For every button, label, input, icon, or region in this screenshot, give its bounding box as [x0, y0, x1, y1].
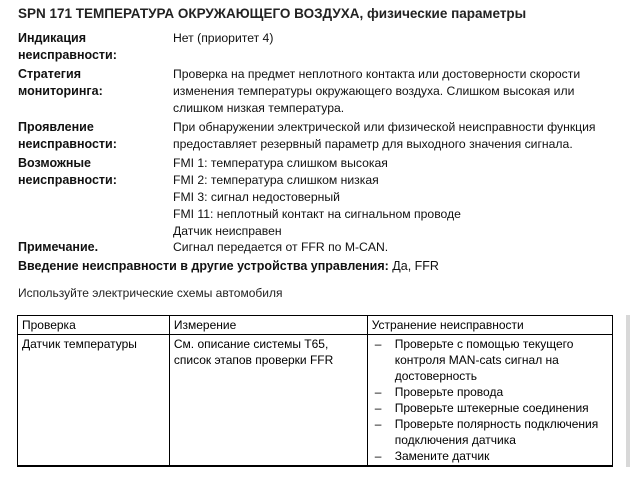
property-value: При обнаружении электрической или физической неисправности функция предоставляет резервный параметр для выходного значения сигнала.: [173, 120, 596, 151]
property-value: Проверка на предмет неплотного контакта или достоверности скорости изменения температуры окружающего воздуха. Слишком высокая или слишком низкая температура.: [173, 67, 581, 115]
table-header-row: [18, 316, 613, 335]
property-label: Индикация неисправности:: [18, 31, 117, 62]
dash-bullet: –: [374, 401, 382, 415]
troubleshooting-table: [17, 315, 613, 467]
list-item: – Замените датчик: [374, 449, 490, 463]
list-item: – Проверьте полярность подключения подключения датчика: [374, 417, 599, 447]
property-value: Сигнал передается от FFR по M-CAN.: [173, 240, 389, 254]
table-row: [18, 335, 613, 467]
vertical-scrollbar[interactable]: [626, 315, 630, 467]
property-label: Примечание.: [18, 240, 99, 254]
column-header-measurement: Измерение: [169, 316, 367, 335]
property-value: Нет (приоритет 4): [173, 31, 274, 45]
page-title: SPN 171 ТЕМПЕРАТУРА ОКРУЖАЮЩЕГО ВОЗДУХА, физические параметры: [18, 6, 527, 21]
dash-bullet: –: [374, 337, 382, 351]
fault-introduction: Введение неисправности в другие устройства управления: Да, FFR: [18, 259, 439, 273]
wiring-diagram-note: Используйте электрические схемы автомобиля: [18, 286, 283, 300]
cell-remedy: [367, 335, 612, 467]
list-item: – Проверьте штекерные соединения: [374, 401, 589, 415]
list-item: – Проверьте провода: [374, 385, 504, 399]
property-label: Стратегия мониторинга:: [18, 67, 103, 98]
dash-bullet: –: [374, 417, 382, 431]
cell-check: Датчик температуры: [18, 335, 170, 467]
cell-measurement: См. описание системы Т65, список этапов проверки FFR: [169, 335, 367, 467]
dash-bullet: –: [374, 449, 382, 463]
list-item: – Проверьте с помощью текущего контроля MAN-cats сигнал на достоверность: [374, 337, 574, 383]
dash-bullet: –: [374, 385, 382, 399]
column-header-remedy: Устранение неисправности: [367, 316, 612, 335]
column-header-check: Проверка: [18, 316, 170, 335]
property-label: Проявление неисправности:: [18, 120, 117, 151]
property-value: FMI 1: температура слишком высокая FMI 2: температура слишком низкая FMI 3: сигнал недостоверный FMI 11: неплотный контакт на сигнальном проводе Датчик неисправен: [173, 156, 461, 238]
property-label: Возможные неисправности:: [18, 156, 117, 187]
remedy-steps-list: [372, 336, 608, 464]
